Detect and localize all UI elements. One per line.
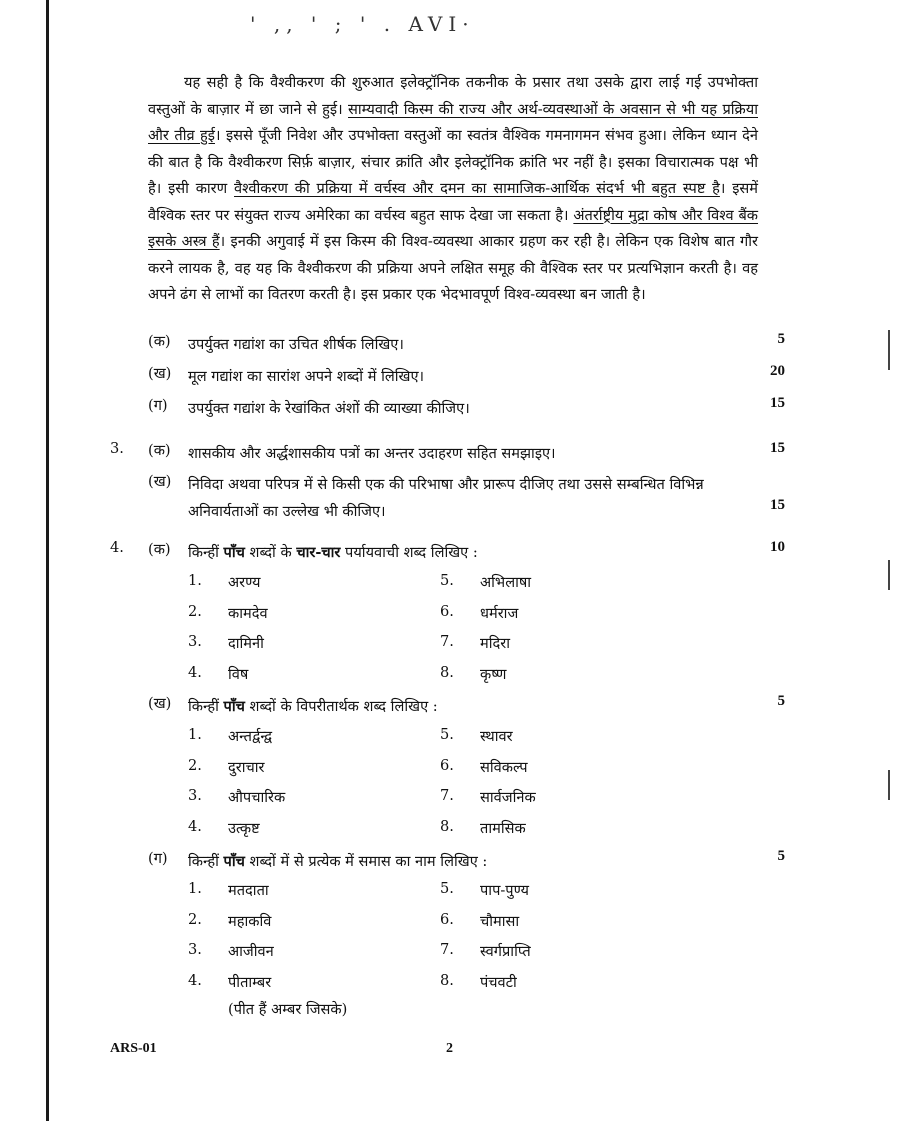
list-item-number: 3. xyxy=(188,633,202,650)
list-item-word: मदिरा xyxy=(480,635,511,652)
list-item-number: 5. xyxy=(440,572,454,589)
list-item-number: 5. xyxy=(440,726,454,743)
list-item-word: तामसिक xyxy=(480,819,526,837)
list-item-word: औपचारिक xyxy=(228,789,286,806)
list-item-number: 8. xyxy=(440,971,454,989)
page-number: 2 xyxy=(446,1041,453,1056)
list-item-number: 3. xyxy=(188,787,202,804)
list-item-word: स्वर्गप्राप्ति xyxy=(480,943,531,960)
list-item-number: 1. xyxy=(188,880,202,897)
question-3b: (ख) निविदा अथवा परिपत्र में से किसी एक की परिभाषा और प्रारूप दीजिए तथा उससे सम्बन्धित विभिन्न अनिवार्यताओं का उल्लेख भी कीजिए। 15 xyxy=(148,473,785,520)
scan-speck xyxy=(888,770,890,800)
list-item-number: 2. xyxy=(188,602,202,620)
question-2c: (ग) उपर्युक्त गद्यांश के रेखांकित अंशों की व्याख्या कीजिए। 15 xyxy=(148,395,785,417)
list-item-number: 4. xyxy=(188,663,202,681)
list-item-number: 1. xyxy=(188,726,202,743)
list-item-word: धर्मराज xyxy=(480,604,519,622)
list-item-word: दुराचार xyxy=(228,758,265,776)
question-4c: (ग) किन्हीं पाँच शब्दों में से प्रत्येक में समास का नाम लिखिए : 5 xyxy=(148,848,785,870)
list-item-word: अन्तर्द्वन्द्व xyxy=(228,728,272,745)
list-item-number: 7. xyxy=(440,787,454,804)
list-item-word: पाप-पुण्य xyxy=(480,882,529,899)
question-2b: (ख) मूल गद्यांश का सारांश अपने शब्दों में लिखिए। 20 xyxy=(148,363,785,385)
list-item-word: स्थावर xyxy=(480,728,513,745)
question-3a: 3. (क) शासकीय और अर्द्धशासकीय पत्रों का अन्तर उदाहरण सहित समझाइए। 15 xyxy=(110,440,785,462)
list-item-number: 2. xyxy=(188,910,202,928)
scan-speck xyxy=(888,560,890,590)
question-4a: 4. (क) किन्हीं पाँच शब्दों के चार-चार पर्यायवाची शब्द लिखिए : 10 xyxy=(110,539,785,561)
list-item-word: अभिलाषा xyxy=(480,574,532,591)
list-item-number: 2. xyxy=(188,756,202,774)
list-item-word: विष xyxy=(228,665,249,683)
samas-note: (पीत हैं अम्बर जिसके) xyxy=(228,1001,348,1018)
list-item-word: पीताम्बर xyxy=(228,973,272,991)
list-item-number: 4. xyxy=(188,971,202,989)
list-item-number: 6. xyxy=(440,602,454,620)
header-scan-marks: ' ,, ' ; ' . AVI· xyxy=(250,12,475,36)
list-item-word: पंचवटी xyxy=(480,973,517,991)
list-item-number: 8. xyxy=(440,663,454,681)
question-2a: (क) उपर्युक्त गद्यांश का उचित शीर्षक लिखिए। 5 xyxy=(148,331,785,353)
underlined-part-3: अंतर्राष्ट्रीय मुद्रा कोष और विश्व बैंक इसके अस्त्र हैं xyxy=(148,206,759,250)
list-item-word: आजीवन xyxy=(228,943,274,960)
list-item-word: चौमासा xyxy=(480,912,520,930)
list-item-word: सार्वजनिक xyxy=(480,789,536,806)
list-item-word: दामिनी xyxy=(228,635,264,652)
passage: यह सही है कि वैश्वीकरण की शुरुआत इलेक्ट्रॉनिक तकनीक के प्रसार तथा उसके द्वारा लाई गई उपभोक्ता वस्तुओं के बाज़ार में छा जाने से हुई। साम्यवादी किस्म की राज्य और अर्थ-व्यवस्थाओं के अवसान से भी यह प्रक्रिया और तीव्र हुई। इससे पूँजी निवेश और उपभोक्ता वस्तुओं का स्वतंत्र वैश्विक गमनागमन संभव हुआ। लेकिन ध्यान देने की बात है कि वैश्वीकरण सिर्फ़ बाज़ार, संचार क्रांति और इलेक्ट्रॉनिक क्रांति भर नहीं है। इसका विचारात्मक पक्ष भी है। इसी कारण वैश्वीकरण की प्रक्रिया में वर्चस्व और दमन का सामाजिक-आर्थिक संदर्भ भी बहुत स्पष्ट है। इसमें वैश्विक स्तर पर संयुक्त राज्य अमेरिका का वर्चस्व बहुत साफ देखा जा सकता है। अंतर्राष्ट्रीय मुद्रा कोष और विश्व बैंक इसके अस्त्र हैं। इनकी अगुवाई में इस किस्म की विश्व-व्यवस्था आकार ग्रहण कर रही है। लेकिन एक विशेष बात गौर करने लायक है, वह यह कि वैश्वीकरण की प्रक्रिया अपने लक्षित समूह की वैश्विक स्तर पर प्रत्यभिज्ञान करती है। वह अपने ढंग से लाभों का वितरण करती है। इस प्रकार एक भेदभावपूर्ण विश्व-व्यवस्था बन जाती है। xyxy=(148,74,759,303)
list-item-number: 3. xyxy=(188,941,202,958)
list-item-number: 6. xyxy=(440,910,454,928)
list-item-word: महाकवि xyxy=(228,912,272,930)
question-4b: (ख) किन्हीं पाँच शब्दों के विपरीतार्थक शब्द लिखिए : 5 xyxy=(148,693,785,715)
underlined-part-2: वैश्वीकरण की प्रक्रिया में वर्चस्व और दमन का सामाजिक-आर्थिक संदर्भ भी बहुत स्पष्ट है xyxy=(234,180,720,197)
list-item-word: मतदाता xyxy=(228,882,269,899)
list-item-word: कृष्ण xyxy=(480,665,507,683)
underlined-part-1: साम्यवादी किस्म की राज्य और अर्थ-व्यवस्थाओं के अवसान से भी यह प्रक्रिया और तीव्र हुई xyxy=(148,100,758,144)
list-item-number: 1. xyxy=(188,572,202,589)
list-item-word: कामदेव xyxy=(228,604,268,622)
list-item-word: उत्कृष्ट xyxy=(228,819,260,837)
list-item-number: 6. xyxy=(440,756,454,774)
list-item-number: 7. xyxy=(440,941,454,958)
list-item-number: 5. xyxy=(440,880,454,897)
list-item-number: 8. xyxy=(440,817,454,835)
list-item-word: सविकल्प xyxy=(480,758,528,776)
list-item-number: 4. xyxy=(188,817,202,835)
list-item-word: अरण्य xyxy=(228,574,261,591)
paper-code: ARS-01 xyxy=(110,1041,157,1056)
list-item-number: 7. xyxy=(440,633,454,650)
